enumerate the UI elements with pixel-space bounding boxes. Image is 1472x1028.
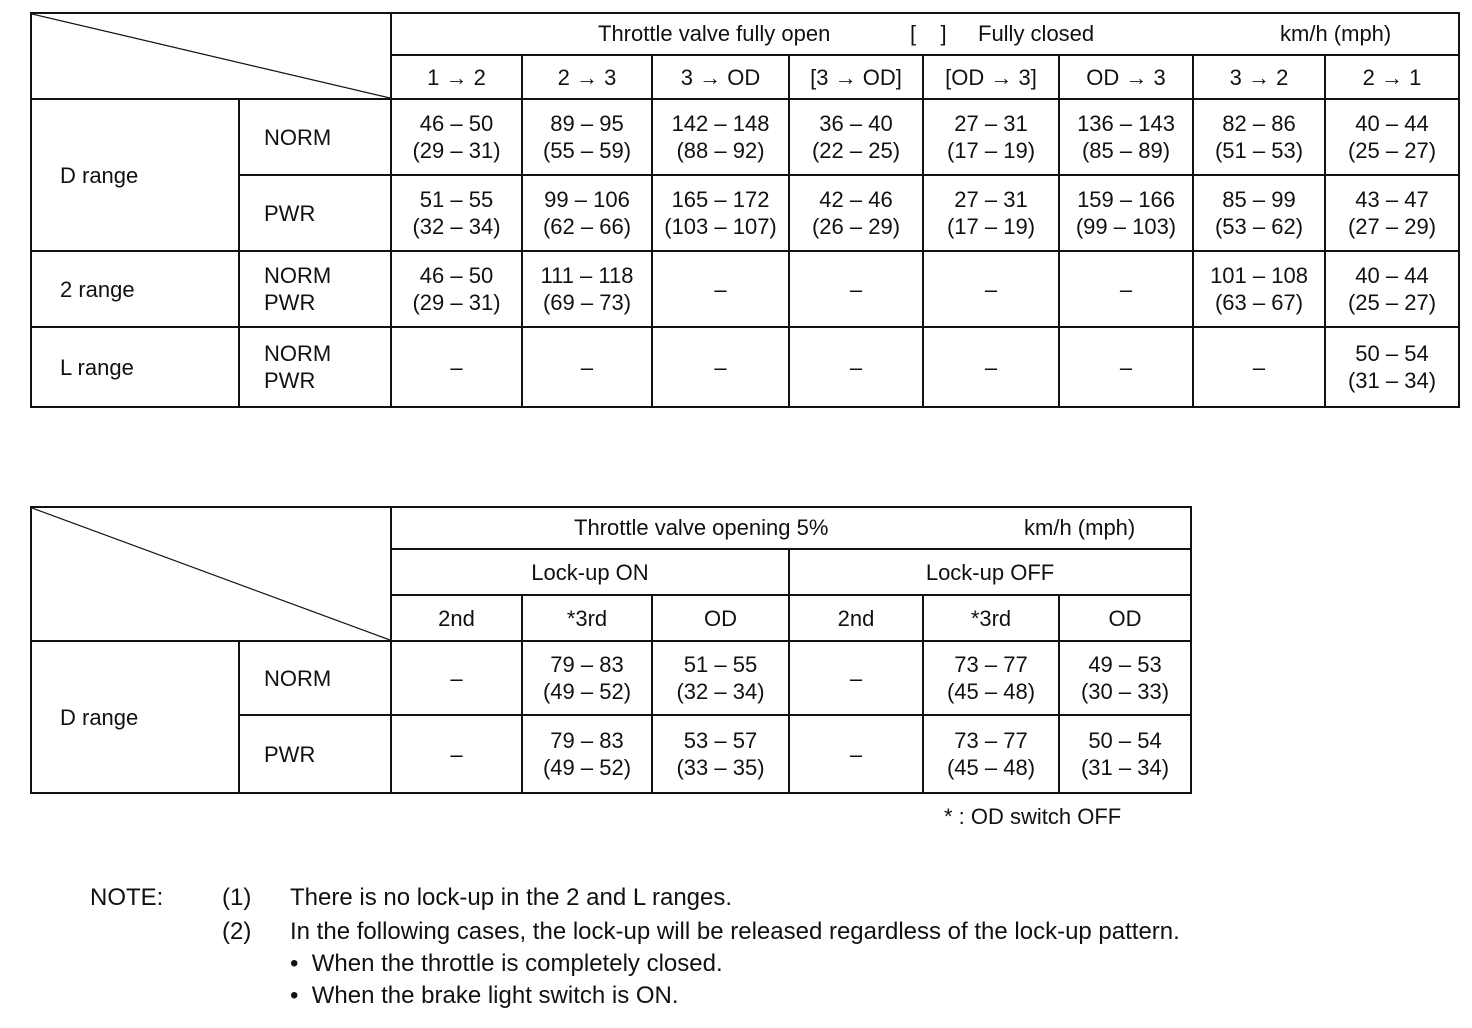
value-mph: (33 – 35) — [676, 755, 765, 780]
value-mph: (45 – 48) — [946, 679, 1036, 704]
value-cell — [522, 641, 652, 715]
value-kmh: – — [984, 354, 998, 380]
mode-label: PWR — [239, 715, 391, 793]
value-cell — [1059, 327, 1193, 407]
mode-norm: NORM — [264, 263, 332, 288]
value-kmh: – — [450, 665, 463, 691]
value-kmh: – — [1252, 354, 1266, 380]
column-header: 3 → 2 — [1193, 55, 1325, 99]
value-kmh: 73 – 77 — [954, 652, 1028, 677]
table1-corner-cell — [31, 13, 391, 99]
value-kmh: – — [1119, 354, 1133, 380]
value-cell — [923, 251, 1059, 327]
value-cell — [1325, 175, 1459, 251]
value-cell — [522, 99, 652, 175]
value-mph: (51 – 53) — [1214, 138, 1304, 163]
header-closed-label: Fully closed — [978, 21, 1095, 46]
value-mph: (49 – 52) — [542, 679, 632, 704]
diagonal-divider — [32, 14, 390, 98]
header-open-label: Throttle valve fully open — [598, 21, 831, 46]
value-cell — [652, 715, 789, 793]
value-mph: (31 – 34) — [1347, 368, 1437, 393]
value-cell — [1193, 251, 1325, 327]
value-mph: (17 – 19) — [946, 214, 1036, 239]
mode-pwr: PWR — [264, 290, 316, 315]
value-mph: (45 – 48) — [946, 755, 1036, 780]
value-cell — [1325, 251, 1459, 327]
value-cell — [391, 715, 522, 793]
value-kmh: 40 – 44 — [1355, 263, 1429, 288]
group-header-lockup-on: Lock-up ON — [391, 549, 789, 595]
value-mph: (63 – 67) — [1214, 290, 1304, 315]
column-header: [OD → 3] — [923, 55, 1059, 99]
note-item-1 — [222, 882, 732, 914]
value-kmh: 49 – 53 — [1088, 652, 1162, 677]
value-mph: (53 – 62) — [1214, 214, 1304, 239]
table-row-d-norm — [31, 641, 1191, 715]
value-cell — [652, 327, 789, 407]
value-cell — [789, 251, 923, 327]
diagonal-divider — [32, 508, 390, 640]
value-kmh: 51 – 55 — [683, 652, 758, 677]
header-unit-label: km/h (mph) — [1280, 21, 1392, 46]
column-header: OD — [652, 595, 789, 641]
group-header-lockup-off: Lock-up OFF — [789, 549, 1191, 595]
value-cell — [391, 327, 522, 407]
column-header: OD — [1059, 595, 1191, 641]
value-kmh: – — [714, 354, 727, 380]
lockup-speed-table — [30, 506, 1192, 794]
value-mph: (26 – 29) — [811, 214, 901, 239]
value-kmh: 79 – 83 — [550, 728, 624, 753]
mode-label: PWR — [239, 175, 391, 251]
value-kmh: 73 – 77 — [954, 728, 1028, 753]
value-kmh: 159 – 166 — [1077, 187, 1175, 212]
note-item-text: In the following cases, the lock-up will be released regardless of the lock-up pattern. — [290, 918, 1180, 945]
value-kmh: – — [580, 354, 594, 380]
note-item-text: There is no lock-up in the 2 and L ranges. — [290, 884, 733, 911]
mode-pwr: PWR — [264, 368, 316, 393]
column-header: [3 → OD] — [789, 55, 923, 99]
table-row-d-norm — [31, 99, 1459, 175]
mode-label: NORM — [239, 641, 391, 715]
value-kmh: – — [1119, 276, 1133, 302]
row-label-d-range: D range — [31, 641, 239, 793]
header-unit-label: km/h (mph) — [1024, 515, 1136, 540]
value-mph: (99 – 103) — [1075, 214, 1177, 239]
table-row-2-range — [31, 251, 1459, 327]
table-row-d-pwr — [31, 175, 1459, 251]
value-cell — [923, 99, 1059, 175]
value-cell — [923, 715, 1059, 793]
value-kmh: – — [450, 354, 463, 380]
value-kmh: 50 – 54 — [1355, 341, 1429, 366]
value-kmh: 46 – 50 — [419, 263, 494, 288]
column-header: 3 → OD — [652, 55, 789, 99]
value-cell — [1059, 99, 1193, 175]
mode-label — [239, 327, 391, 407]
value-mph: (25 – 27) — [1347, 138, 1437, 163]
mode-label: NORM — [239, 99, 391, 175]
column-header: 1 → 2 — [391, 55, 522, 99]
value-kmh: – — [849, 665, 863, 691]
value-mph: (22 – 25) — [811, 138, 901, 163]
mode-label — [239, 251, 391, 327]
value-cell — [1193, 99, 1325, 175]
value-kmh: 142 – 148 — [671, 111, 770, 136]
column-header: *3rd — [923, 595, 1059, 641]
header-title-label: Throttle valve opening 5% — [574, 515, 829, 540]
value-cell — [391, 175, 522, 251]
value-kmh: 51 – 55 — [419, 187, 494, 212]
value-cell — [923, 327, 1059, 407]
value-cell — [1059, 641, 1191, 715]
value-cell — [1193, 175, 1325, 251]
value-kmh: 82 – 86 — [1222, 111, 1296, 136]
value-kmh: 165 – 172 — [671, 187, 770, 212]
value-cell — [391, 641, 522, 715]
value-mph: (49 – 52) — [542, 755, 632, 780]
value-mph: (85 – 89) — [1081, 138, 1171, 163]
value-cell — [1059, 251, 1193, 327]
row-label-2-range: 2 range — [31, 251, 239, 327]
value-kmh: – — [984, 276, 998, 302]
value-mph: (29 – 31) — [412, 138, 501, 163]
value-mph: (32 – 34) — [676, 679, 765, 704]
column-header: 2nd — [789, 595, 923, 641]
value-kmh: – — [849, 354, 863, 380]
value-kmh: 99 – 106 — [544, 187, 630, 212]
value-cell — [652, 99, 789, 175]
value-cell — [522, 327, 652, 407]
value-mph: (103 – 107) — [664, 214, 777, 239]
value-kmh: 85 – 99 — [1222, 187, 1296, 212]
value-mph: (25 – 27) — [1347, 290, 1437, 315]
value-mph: (69 – 73) — [542, 290, 632, 315]
value-mph: (88 – 92) — [676, 138, 765, 163]
table2-header-title — [391, 507, 1191, 549]
value-cell — [789, 715, 923, 793]
value-kmh: 101 – 108 — [1210, 263, 1308, 288]
value-cell — [1193, 327, 1325, 407]
value-kmh: – — [450, 741, 463, 767]
value-cell — [789, 175, 923, 251]
value-cell — [923, 175, 1059, 251]
value-kmh: – — [714, 276, 727, 302]
value-cell — [1325, 99, 1459, 175]
value-mph: (55 – 59) — [542, 138, 632, 163]
table-row-l-range — [31, 327, 1459, 407]
value-cell — [522, 251, 652, 327]
mode-norm: NORM — [264, 341, 332, 366]
note-bullet: • When the throttle is completely closed. — [290, 950, 723, 977]
value-cell — [522, 715, 652, 793]
column-header: OD → 3 — [1059, 55, 1193, 99]
value-kmh: 27 – 31 — [954, 111, 1028, 136]
footnote-od-switch: * : OD switch OFF — [944, 804, 1122, 829]
value-cell — [652, 641, 789, 715]
value-mph: (31 – 34) — [1080, 755, 1170, 780]
value-kmh: 53 – 57 — [683, 728, 758, 753]
value-mph: (17 – 19) — [946, 138, 1036, 163]
value-kmh: – — [849, 276, 863, 302]
value-kmh: 79 – 83 — [550, 652, 624, 677]
value-kmh: 136 – 143 — [1077, 111, 1175, 136]
column-header: 2 → 3 — [522, 55, 652, 99]
value-kmh: 111 – 118 — [540, 263, 634, 288]
value-kmh: 27 – 31 — [954, 187, 1028, 212]
value-cell — [1325, 327, 1459, 407]
value-kmh: 40 – 44 — [1355, 111, 1429, 136]
value-kmh: 43 – 47 — [1355, 187, 1429, 212]
shift-speed-table-full-throttle — [30, 12, 1460, 408]
value-cell — [1059, 175, 1193, 251]
row-label-l-range: L range — [31, 327, 239, 407]
value-mph: (62 – 66) — [542, 214, 632, 239]
note-item-2 — [222, 916, 1180, 948]
value-kmh: 46 – 50 — [419, 111, 494, 136]
value-cell — [391, 99, 522, 175]
value-cell — [522, 175, 652, 251]
note-item-number: (2) — [222, 918, 252, 945]
value-kmh: 89 – 95 — [550, 111, 624, 136]
value-cell — [789, 641, 923, 715]
table2-corner-cell — [31, 507, 391, 641]
header-bracket-label: [ ] — [910, 21, 947, 46]
value-mph: (27 – 29) — [1347, 214, 1437, 239]
note-item-number: (1) — [222, 884, 252, 911]
value-cell — [1059, 715, 1191, 793]
value-mph: (30 – 33) — [1080, 679, 1170, 704]
value-mph: (29 – 31) — [412, 290, 501, 315]
value-kmh: 42 – 46 — [819, 187, 893, 212]
table1-header-title — [391, 13, 1459, 55]
note-bullet: • When the brake light switch is ON. — [290, 982, 679, 1009]
value-cell — [789, 99, 923, 175]
value-cell — [923, 641, 1059, 715]
note-label: NOTE: — [90, 884, 164, 911]
column-header: *3rd — [522, 595, 652, 641]
row-label-d-range: D range — [31, 99, 239, 251]
column-header: 2 → 1 — [1325, 55, 1459, 99]
value-cell — [391, 251, 522, 327]
value-kmh: 36 – 40 — [819, 111, 893, 136]
value-cell — [652, 175, 789, 251]
value-kmh: 50 – 54 — [1088, 728, 1162, 753]
value-cell — [652, 251, 789, 327]
value-kmh: – — [849, 741, 863, 767]
value-cell — [789, 327, 923, 407]
column-header: 2nd — [391, 595, 522, 641]
value-mph: (32 – 34) — [412, 214, 501, 239]
